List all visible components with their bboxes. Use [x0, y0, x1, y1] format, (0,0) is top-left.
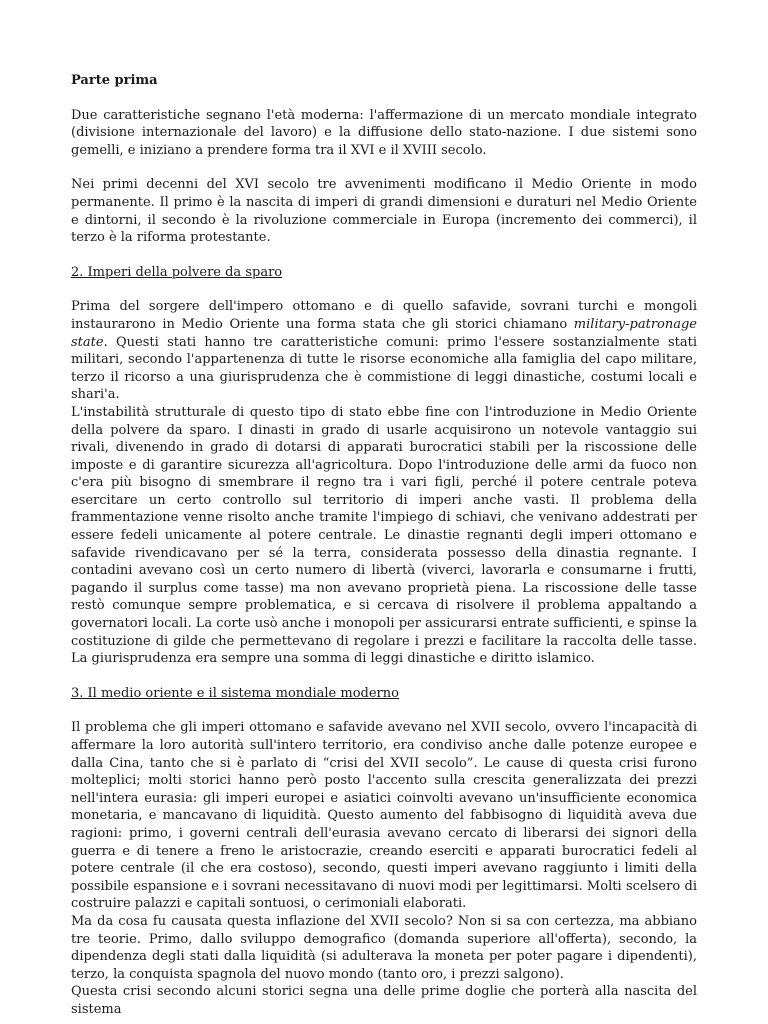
intro-paragraph-1: Due caratteristiche segnano l'età moderna: l'affermazione di un mercato mondiale integrato (divisione internazionale del lavoro) e la diffusione dello stato-nazione. I due sistemi sono gemelli, e iniziano a prendere forma tra il XVI e il XVIII secolo. — [71, 107, 697, 158]
section-2-heading: 2. Imperi della polvere da sparo — [71, 264, 283, 280]
section-3-paragraph-2: Ma da cosa fu causata questa inflazione del XVII secolo? Non si sa con certezza, ma abbiano tre teorie. Primo, dallo sviluppo demografico (domanda superiore all'offerta), secondo, la dipendenza degli stati dalla liquidità (si adulterava la moneta per poter pagare i dipendenti), terzo, la conquista spagnola del nuovo mondo (tanto oro, i prezzi salgono). — [71, 913, 697, 982]
section-2-p1-text-b: . Questi stati hanno tre caratteristiche comuni: primo l'essere sostanzialmente stati militari, secondo l'appartenenza di tutte le risorse economiche alla famiglia del capo militare, terzo il ricorso a una giurisprudenza che è commistione di leggi dinastiche, costumi locali e shari'a. — [71, 334, 697, 403]
section-3-heading: 3. Il medio oriente e il sistema mondiale moderno — [71, 685, 399, 701]
section-2-paragraph-1 — [71, 298, 697, 404]
section-3-paragraph-1: Il problema che gli imperi ottomano e safavide avevano nel XVII secolo, ovvero l'incapacità di affermare la loro autorità sull'intero territorio, era condiviso anche dalle potenze europee e dalla Cina, tanto che si è parlato di “crisi del XVII secolo”. Le cause di questa crisi furono molteplici; molti storici hanno però posto l'accento sulla crescita generalizzata dei prezzi nell'intera eurasia: gli imperi europei e asiatici coinvolti avevano un'insufficiente economica monetaria, e mancavano di liquidità. Questo aumento del fabbisogno di liquidità aveva due ragioni: primo, i governi centrali dell'eurasia avevano cercato di liberarsi dei signori della guerra e di tenere a freno le aristocrazie, creando eserciti e apparati burocratici fedeli al potere centrale (il che era costoso), secondo, questi imperi avevano raggiunto i limiti della possibile espansione e i sovrani necessitavano di nuovi modi per legittimarsi. Molti scelsero di costruire palazzi e capitali sontuosi, o cerimoniali elaborati. — [71, 720, 697, 912]
page-title: Parte prima — [71, 73, 158, 88]
section-2-paragraph-2: L'instabilità strutturale di questo tipo di stato ebbe fine con l'introduzione in Medio Oriente della polvere da sparo. I dinasti in grado di usarle acquisirono un notevole vantaggio sui rivali, divenendo in grado di dotarsi di apparati burocratici stabili per la riscossione delle imposte e di garantire sicurezza all'agricoltura. Dopo l'introduzione delle armi da fuoco non c'era più bisogno di smembrare il regno tra i vari figli, perché il potere centrale poteva esercitare un certo controllo sul territorio di imperi anche vasti. Il problema della frammentazione venne risolto anche tramite l'impiego di schiavi, che venivano addestrati per essere fedeli unicamente al potere centrale. Le dinastie regnanti degli imperi ottomano e safavide rivendicavano per sé la terra, considerata possesso della dinastia regnante. I contadini avevano così un certo numero di libertà (viverci, lavorarla e consumarne i frutti, pagando il surplus come tasse) ma non avevano proprietà piena. La riscossione delle tasse restò comunque sempre problematica, e si cercava di risolvere il problema appaltando a governatori locali. La corte usò anche i monopoli per assicurarsi entrate sufficienti, e spinse la costituzione di gilde che permettevano di regolare i prezzi e facilitare la raccolta delle tasse. La giurisprudenza era sempre una somma di leggi dinastiche e diritto islamico. — [71, 404, 697, 667]
intro-paragraph-2: Nei primi decenni del XVI secolo tre avvenimenti modificano il Medio Oriente in modo permanente. Il primo è la nascita di imperi di grandi dimensioni e duraturi nel Medio Oriente e dintorni, il secondo è la rivoluzione commerciale in Europa (incremento dei commerci), il terzo è la riforma protestante. — [71, 177, 697, 246]
section-3-paragraph-3: Questa crisi secondo alcuni storici segna una delle prime doglie che porterà alla nascita del sistema — [71, 984, 697, 1017]
section-2-p1-text-a: Prima del sorgere dell'impero ottomano e di quello safavide, sovrani turchi e mongoli instaurarono in Medio Oriente una forma stata che gli storici chiamano — [71, 299, 697, 332]
section-2-p1-emphasis: military-patronage state — [71, 316, 697, 350]
